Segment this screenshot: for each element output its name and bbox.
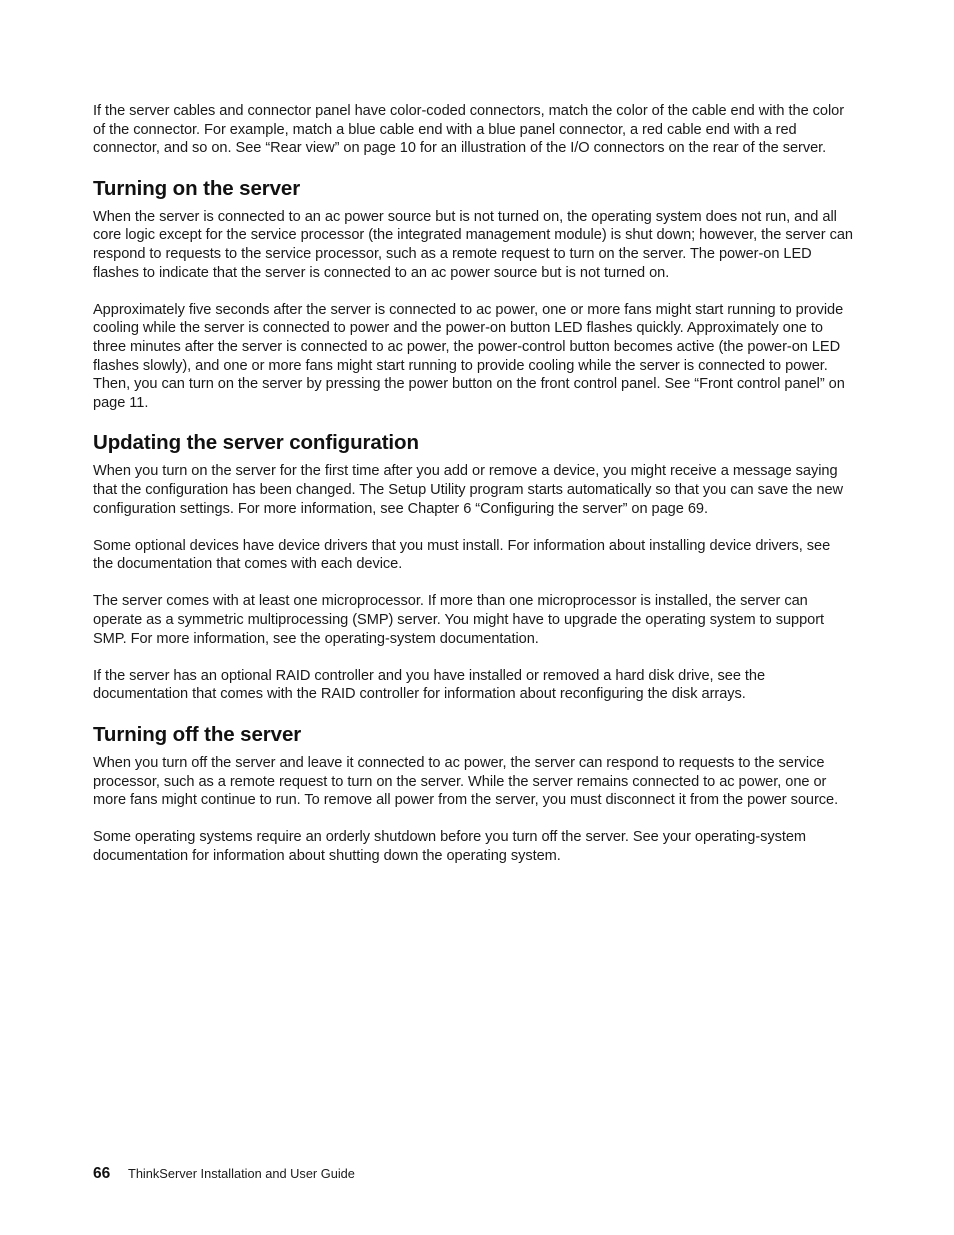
section-turning-off xyxy=(93,723,853,866)
section-paragraph: Some operating systems require an orderly shutdown before you turn off the server. See your operating-system documentation for information about shutting down the operating system. xyxy=(93,829,807,864)
section-heading: Turning off the server xyxy=(93,723,302,747)
section-paragraph: The server comes with at least one microprocessor. If more than one microprocessor is installed, the server can operate as a symmetric multiprocessing (SMP) server. You might have to upgrade the operating system to support SMP. For more information, see the operating-system documentation. xyxy=(93,593,825,647)
section-heading: Updating the server configuration xyxy=(93,431,419,455)
section-paragraph: When you turn off the server and leave it connected to ac power, the server can respond to requests to the service processor, such as a remote request to turn on the server. While the server remains connected to ac power, one or more fans might continue to run. To remove all power from the server, you must disconnect it from the power source. xyxy=(93,755,839,809)
section-paragraph: Approximately five seconds after the server is connected to ac power, one or more fans might start running to provide cooling while the server is connected to power and the power-on button LED flashes quickly. Approximately one to three minutes after the server is connected to ac power, the power-control button becomes active (the power-on LED flashes slowly), and one or more fans might start running to provide cooling while the server is connected to power. Then, you can turn on the server by pressing the power button on the front control panel. See “Front control panel” on page 11. xyxy=(93,301,845,411)
page-number: 66 xyxy=(93,1165,111,1182)
section-turning-on xyxy=(93,177,853,413)
section-paragraph: When the server is connected to an ac power source but is not turned on, the operating system does not run, and all core logic except for the service processor (the integrated management module) is shut down; however, the server can respond to requests to the service processor, such as a remote request to turn on the server. The power-on LED flashes to indicate that the server is connected to an ac power source but is not turned on. xyxy=(93,208,853,281)
intro-paragraph: If the server cables and connector panel have color-coded connectors, match the color of the cable end with the color of the connector. For example, match a blue cable end with a blue panel connector, a red cable end with a red connector, and so on. See “Rear view” on page 10 for an illustration of the I/O connectors on the rear of the server. xyxy=(93,103,845,157)
document-page xyxy=(93,102,853,866)
intro-section xyxy=(93,102,853,158)
page-footer xyxy=(93,1165,355,1183)
section-heading: Turning on the server xyxy=(93,176,301,200)
document-title: ThinkServer Installation and User Guide xyxy=(128,1166,355,1181)
section-paragraph: Some optional devices have device drivers that you must install. For information about installing device drivers, see the documentation that comes with each device. xyxy=(93,537,831,573)
section-updating-configuration xyxy=(93,431,853,704)
section-paragraph: If the server has an optional RAID controller and you have installed or removed a hard disk drive, see the documentation that comes with the RAID controller for information about reconfiguring the disk arrays. xyxy=(93,667,766,703)
section-paragraph: When you turn on the server for the first time after you add or remove a device, you might receive a message saying that the configuration has been changed. The Setup Utility program starts automatically so that you can save the new configuration settings. For more information, see Chapter 6 “Configuring the server” on page 69. xyxy=(93,463,844,517)
